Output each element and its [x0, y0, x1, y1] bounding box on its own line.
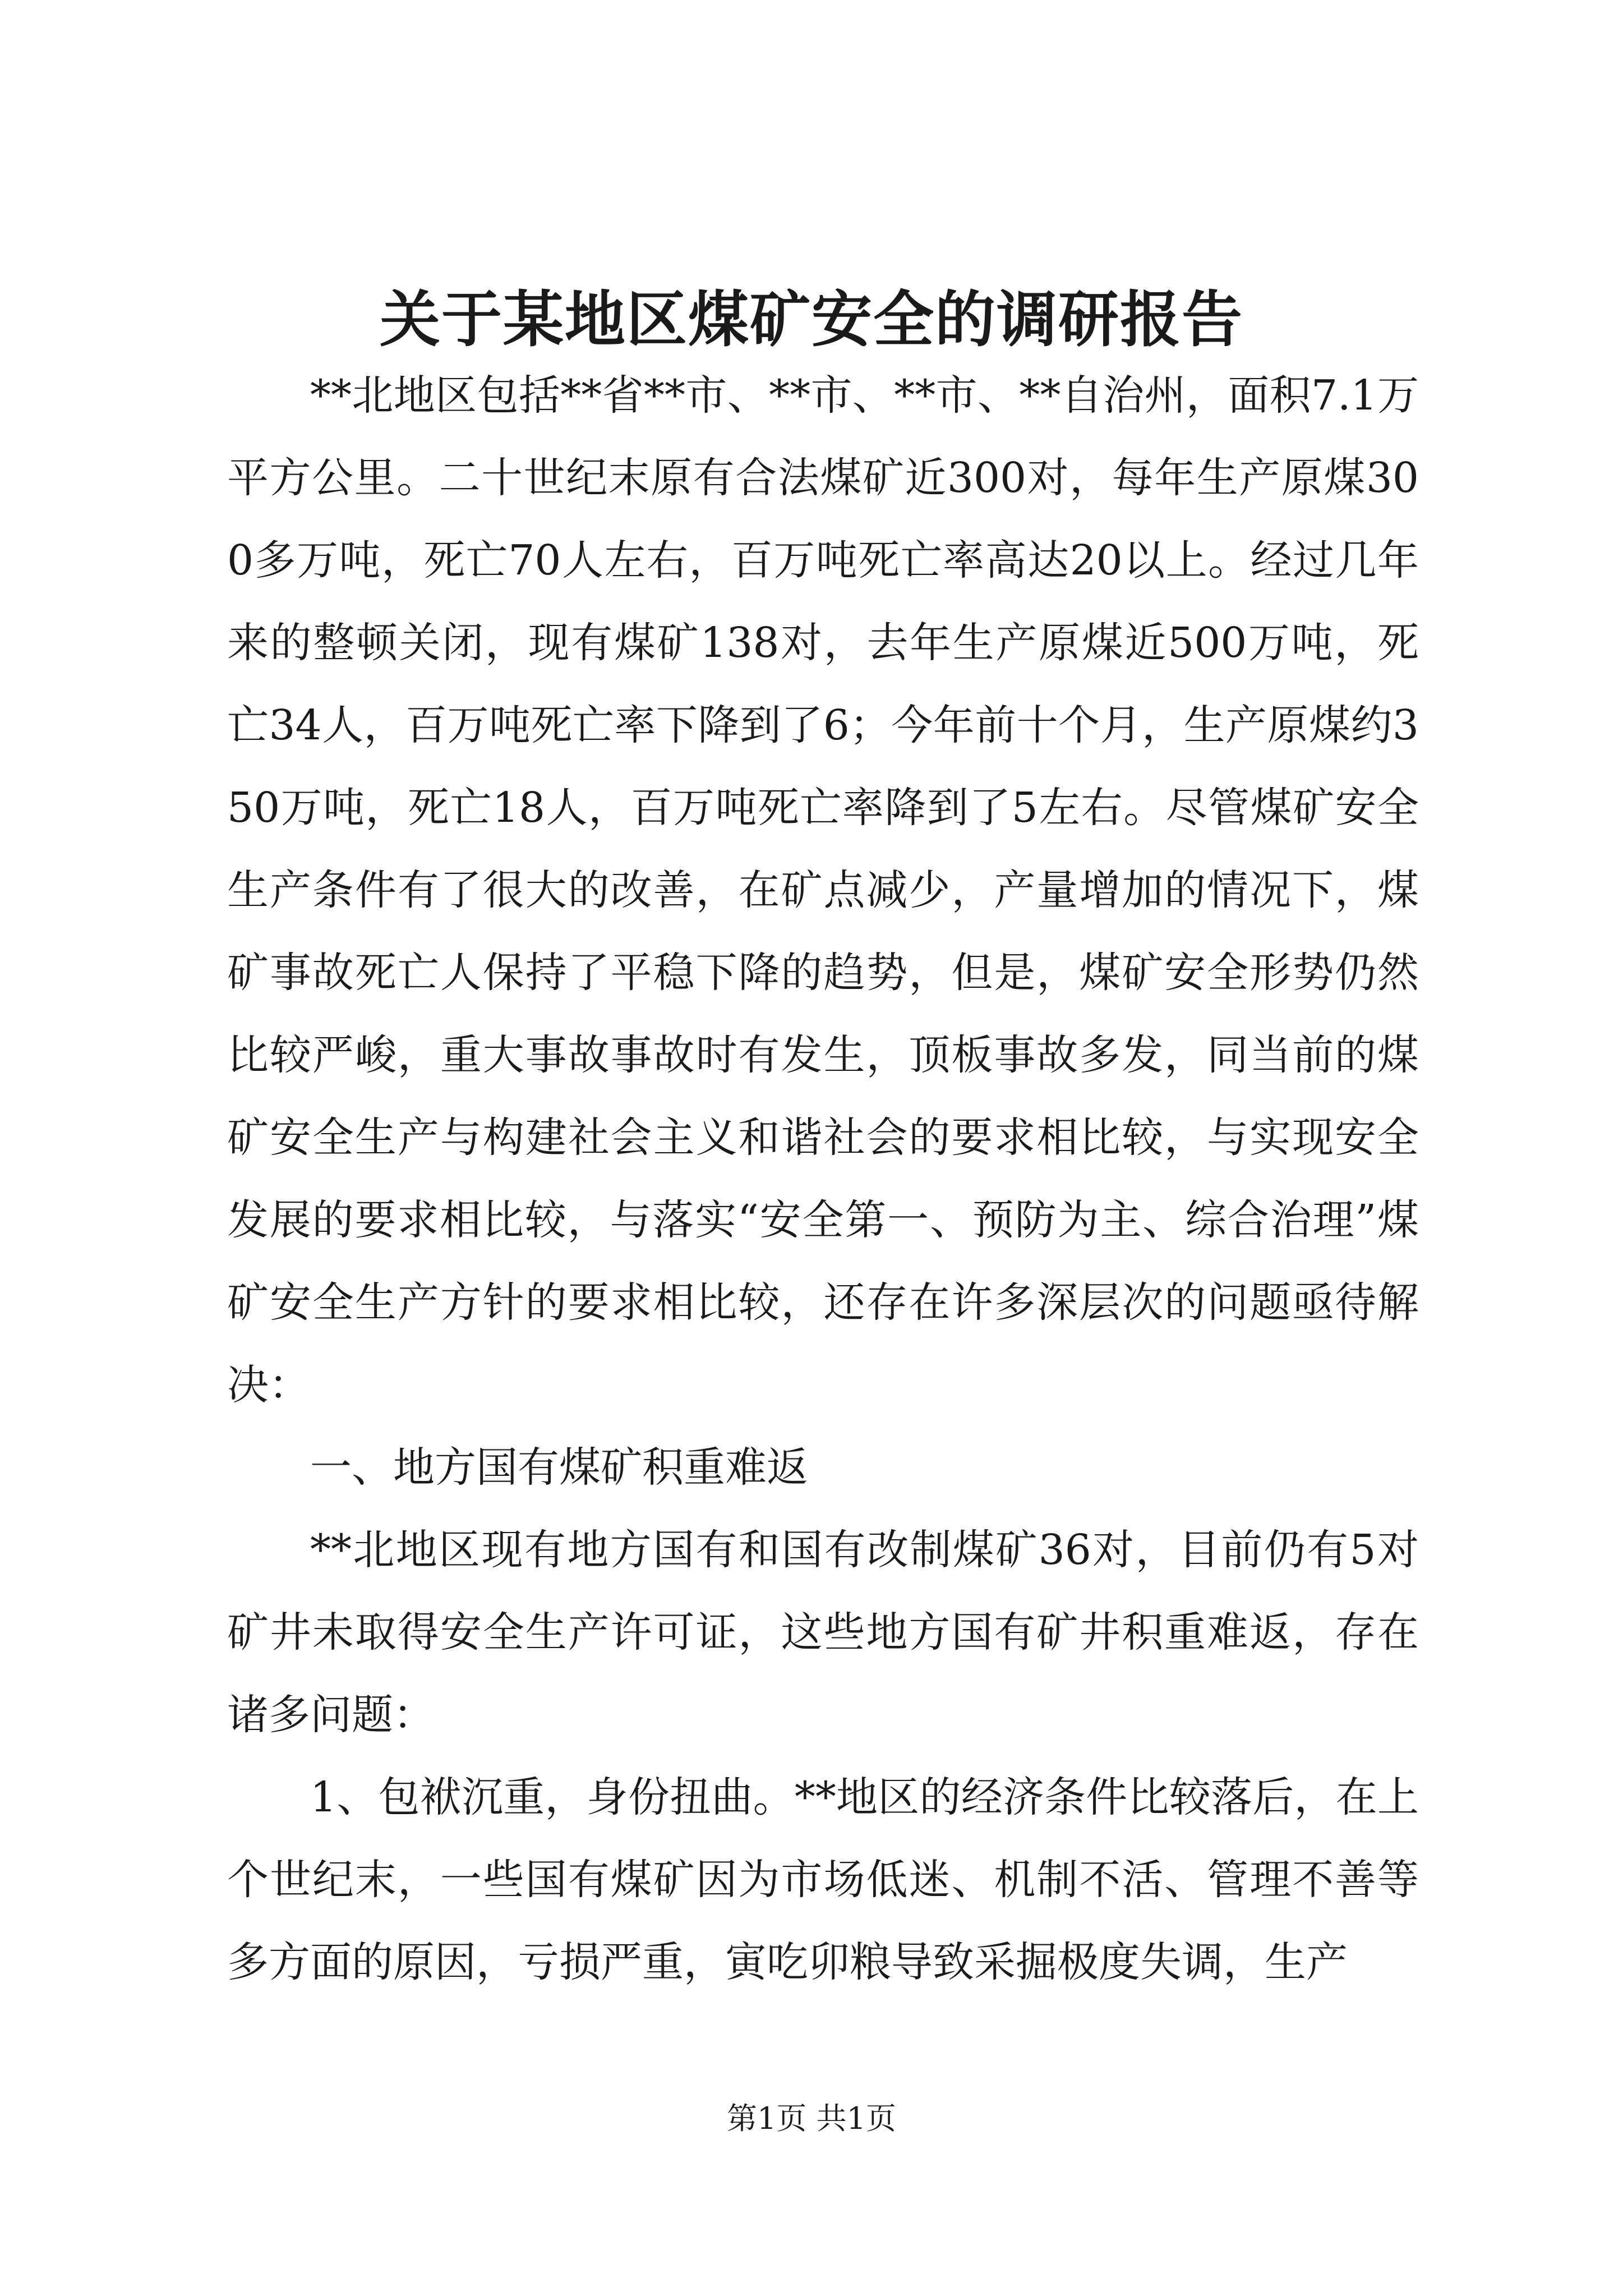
- paragraph-item-1: 1、包袱沉重，身份扭曲。**地区的经济条件比较落后，在上个世纪末，一些国有煤矿因为市场低迷、机制不活、管理不善等多方面的原因，亏损严重，寅吃卯粮导致采掘极度失调，生产: [227, 1773, 1419, 1986]
- document-body: [227, 355, 1419, 2004]
- page-number-footer: 第1页 共1页: [727, 2101, 896, 2136]
- document-title: 关于某地区煤矿安全的调研报告: [379, 284, 1243, 355]
- paragraph-section-1: **北地区现有地方国有和国有改制煤矿36对，目前仍有5对矿井未取得安全生产许可证，这些地方国有矿井积重难返，存在诸多问题：: [227, 1526, 1419, 1739]
- paragraph-intro: **北地区包括**省**市、**市、**市、**自治州，面积7.1万平方公里。二十世纪末原有合法煤矿近300对，每年生产原煤300多万吨，死亡70人左右，百万吨死亡率高达20以上。经过几年来的整顿关闭，现有煤矿138对，去年生产原煤近500万吨，死亡34人，百万吨死亡率下降到了6；今年前十个月，生产原煤约350万吨，死亡18人，百万吨死亡率降到了5左右。尽管煤矿安全生产条件有了很大的改善，在矿点减少，产量增加的情况下，煤矿事故死亡人保持了平稳下降的趋势，但是，煤矿安全形势仍然比较严峻，重大事故事故时有发生，顶板事故多发，同当前的煤矿安全生产与构建社会主义和谐社会的要求相比较，与实现安全发展的要求相比较，与落实“安全第一、预防为主、综合治理”煤矿安全生产方针的要求相比较，还存在许多深层次的问题亟待解决：: [227, 371, 1419, 1409]
- section-heading-1: 一、地方国有煤矿积重难返: [310, 1443, 808, 1492]
